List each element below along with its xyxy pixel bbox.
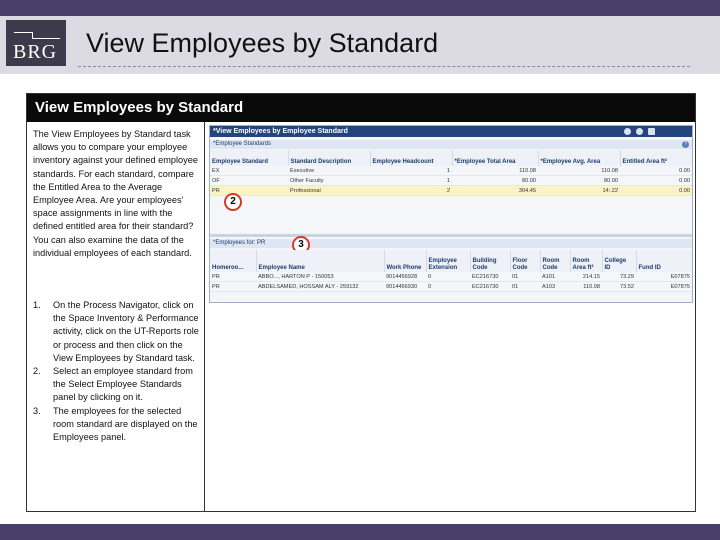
table-row[interactable]: PR ABBO..., HARTON P - 150053 9014456928 0 EC216730 01 A101 214.15 73.29 E07875 bbox=[212, 273, 690, 280]
app-window-title: *View Employees by Employee Standard bbox=[213, 128, 348, 135]
callout-3: 3 bbox=[292, 236, 310, 254]
brg-logo bbox=[6, 20, 66, 66]
col-header[interactable]: Room Code bbox=[540, 250, 570, 272]
col-header[interactable]: Employee Extension bbox=[426, 250, 470, 272]
col-header[interactable]: *Employee Avg. Area bbox=[538, 150, 620, 166]
refresh-icon[interactable] bbox=[624, 128, 631, 135]
panel-splitter[interactable] bbox=[210, 234, 692, 237]
step-item: 3. The employees for the selected room standard are displayed on the Employees panel. bbox=[33, 405, 198, 443]
settings-icon[interactable] bbox=[636, 128, 643, 135]
title-divider bbox=[78, 66, 690, 67]
table-row[interactable]: EX Executive 1 110.08 110.08 0.00 bbox=[212, 167, 690, 174]
content-frame bbox=[26, 93, 696, 512]
col-header[interactable]: Homeroo... bbox=[210, 250, 256, 272]
col-header[interactable]: Standard Description bbox=[288, 150, 370, 166]
employees-grid bbox=[210, 250, 693, 292]
top-accent-bar bbox=[0, 0, 720, 16]
help-icon[interactable]: ? bbox=[682, 141, 689, 148]
col-header[interactable]: Employee Headcount bbox=[370, 150, 452, 166]
app-screenshot bbox=[209, 125, 693, 303]
standards-panel-header bbox=[210, 140, 692, 149]
bottom-accent-bar bbox=[0, 524, 720, 540]
col-header[interactable]: Entitled Area ft² bbox=[620, 150, 692, 166]
page-title: View Employees by Standard bbox=[86, 28, 439, 58]
col-header[interactable]: Work Phone bbox=[384, 250, 426, 272]
standards-panel-title: *Employee Standards bbox=[213, 141, 272, 147]
instructions-column bbox=[27, 122, 205, 511]
step-item: 2. Select an employee standard from the Select Employee Standards panel by clicking on it. bbox=[33, 366, 193, 403]
col-header[interactable]: Employee Name bbox=[256, 250, 384, 272]
intro-text: The View Employees by Standard task allows you to compare your employee inventory against your defined employee standards. For each standard, compare the Entitled Area to the Average Employee Area. Are your employees' space assignments in line with the defined entitled area for their standard? You can also examine the data of the individual employees of each standard. bbox=[33, 129, 198, 258]
col-header[interactable]: Room Area ft² bbox=[570, 250, 602, 272]
step-item: 1. On the Process Navigator, click on the Space Inventory & Performance activity, click on the UT-Reports role or process and then click on the View Employees by Standard task. bbox=[33, 300, 199, 363]
table-row[interactable]: OF Other Faculty 1 80.00 80.00 0.00 bbox=[212, 177, 690, 184]
table-row[interactable]: PR ABDELSAMED, HOSSAM ALY - 259132 9014456930 0 EC216730 01 A103 110.08 73.52 E07875 bbox=[212, 283, 690, 290]
steps-list bbox=[33, 299, 203, 444]
col-header[interactable]: *Employee Total Area bbox=[452, 150, 538, 166]
content-heading: View Employees by Standard bbox=[27, 94, 695, 122]
employees-panel-header bbox=[210, 239, 692, 248]
col-header[interactable]: Floor Code bbox=[510, 250, 540, 272]
logo-text: BRG bbox=[13, 41, 58, 63]
col-header[interactable]: Building Code bbox=[470, 250, 510, 272]
app-title-bar bbox=[210, 126, 692, 137]
table-row-selected[interactable]: PR Professional 2 304.45 14:.22 0.00 bbox=[212, 187, 690, 194]
col-header[interactable]: Employee Standard bbox=[210, 150, 288, 166]
standards-grid bbox=[210, 150, 693, 196]
window-icon[interactable] bbox=[648, 128, 655, 135]
col-header[interactable]: College ID bbox=[602, 250, 636, 272]
employees-panel-title: *Employees for: PR bbox=[213, 240, 266, 246]
callout-2: 2 bbox=[224, 193, 242, 211]
col-header[interactable]: Fund ID bbox=[636, 250, 692, 272]
